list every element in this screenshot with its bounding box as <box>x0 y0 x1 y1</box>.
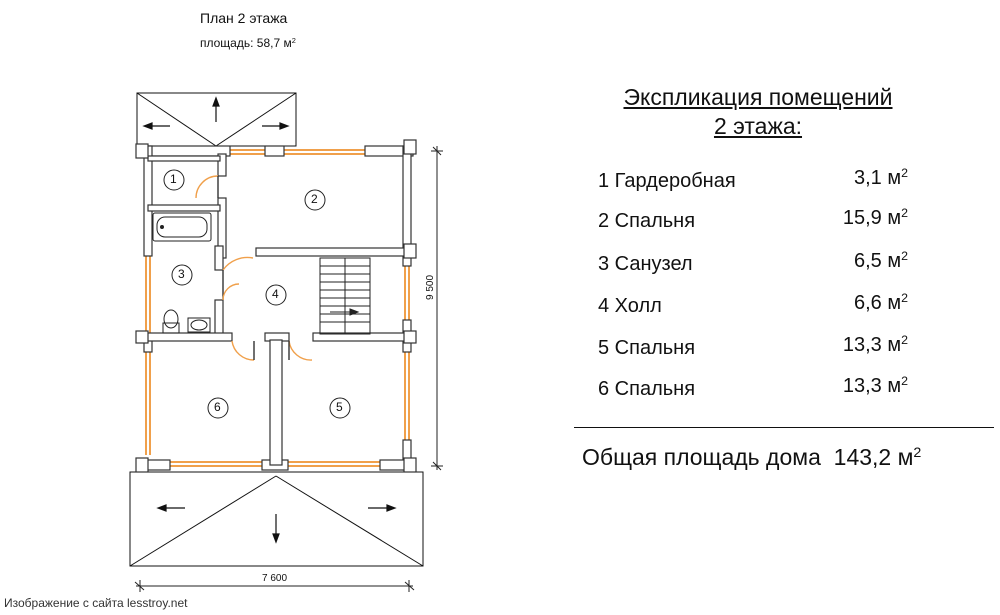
staircase <box>320 258 370 334</box>
room-area-1-sup: 2 <box>901 166 908 181</box>
room-area-3-sup: 2 <box>901 249 908 264</box>
room-name-2: 2 Спальня <box>598 210 696 232</box>
room-name-1: 1 Гардеробная <box>598 170 736 192</box>
dimension-width: 7 600 <box>262 573 288 584</box>
room-name-4: 4 Холл <box>598 295 662 317</box>
room-area-2 <box>758 207 908 230</box>
room-area-6-value: 13,3 м <box>842 375 902 397</box>
room-name-3: 3 Санузел <box>598 253 693 275</box>
room-area-3 <box>758 250 908 273</box>
source-credit: Изображение с сайта lesstroy.net <box>4 596 188 610</box>
room-area-2-value: 15,9 м <box>842 207 902 229</box>
plan-area-sup: 2 <box>291 35 296 45</box>
total-value: 143,2 м <box>833 444 914 470</box>
dimension-height: 9 500 <box>425 274 436 300</box>
room-name-5: 5 Спальня <box>598 337 696 359</box>
room-area-1 <box>758 167 908 190</box>
walls <box>140 146 413 470</box>
room-number-4: 4 <box>272 287 279 301</box>
room-number-2: 2 <box>311 192 318 206</box>
room-area-5-sup: 2 <box>901 333 908 348</box>
total-sup: 2 <box>913 445 922 462</box>
room-area-3-value: 6,5 м <box>853 250 902 272</box>
total-divider <box>574 427 994 428</box>
explication-title-1: Экспликация помещений <box>623 84 893 110</box>
explication-title-2: 2 этажа: <box>713 113 803 139</box>
bathtub <box>153 213 211 241</box>
room-name-6: 6 Спальня <box>598 378 696 400</box>
plan-title: План 2 этажа <box>200 10 288 26</box>
slope-arrows <box>144 98 395 542</box>
room-area-1-value: 3,1 м <box>853 167 902 189</box>
total-label: Общая площадь дома <box>582 444 821 470</box>
room-area-4-value: 6,6 м <box>853 292 902 314</box>
room-area-5 <box>758 334 908 357</box>
room-area-2-sup: 2 <box>901 206 908 221</box>
room-number-1: 1 <box>170 172 177 186</box>
room-area-6-sup: 2 <box>901 374 908 389</box>
room-area-4-sup: 2 <box>901 291 908 306</box>
room-number-3: 3 <box>178 267 185 281</box>
room-area-5-value: 13,3 м <box>842 334 902 356</box>
sink-icon <box>188 318 210 332</box>
toilet-icon <box>163 310 179 333</box>
total-area <box>582 444 921 471</box>
room-number-6: 6 <box>214 400 221 414</box>
room-area-6 <box>758 375 908 398</box>
room-area-4 <box>758 292 908 315</box>
room-number-5: 5 <box>336 400 343 414</box>
plan-area-text: площадь: 58,7 м <box>200 36 292 50</box>
plan-area <box>200 36 296 50</box>
